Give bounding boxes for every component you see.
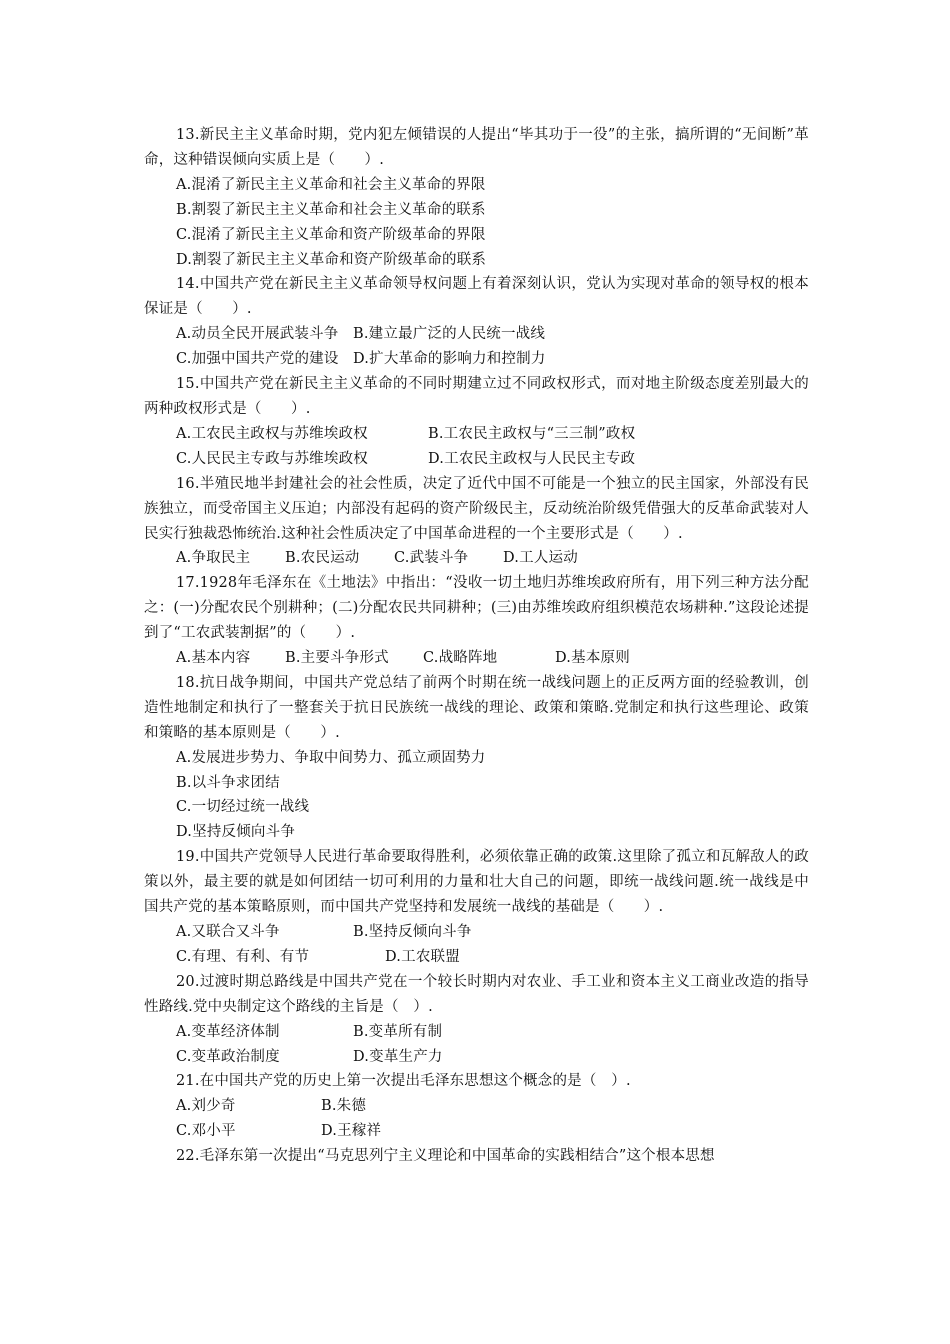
question-13-stem: 13.新民主主义革命时期，党内犯左倾错误的人提出“毕其功于一役”的主张，搞所谓的“无间断”革命，这种错误倾向实质上是（ ）. xyxy=(144,127,809,168)
question-14-option-c: C.加强中国共产党的建设 xyxy=(176,351,339,368)
question-15-option-a: A.工农民主政权与苏维埃政权 xyxy=(176,425,368,442)
question-21-options-row-1 xyxy=(144,1094,809,1119)
question-17-stem: 17.1928年毛泽东在《土地法》中指出：“没收一切土地归苏维埃政府所有，用下列三种方法分配之：(一)分配农民个别耕种；(二)分配农民共同耕种；(三)由苏维埃政府组织模范农场耕种.”这段论述提到了“工农武装割据”的（ ）. xyxy=(144,575,809,642)
question-17-option-c: C.战略阵地 xyxy=(423,650,498,667)
question-15-option-b: B.工农民主政权与“三三制”政权 xyxy=(428,425,636,442)
question-20-option-d: D.变革生产力 xyxy=(353,1048,443,1065)
question-19-options-row-1 xyxy=(144,920,809,945)
question-13-option-b: B.割裂了新民主主义革命和社会主义革命的联系 xyxy=(176,201,486,218)
question-17-option-d: D.基本原则 xyxy=(555,650,630,667)
question-19-stem: 19.中国共产党领导人民进行革命要取得胜利，必须依靠正确的政策.这里除了孤立和瓦解敌人的政策以外，最主要的就是如何团结一切可利用的力量和壮大自己的问题，即统一战线问题.统一战线是中国共产党的基本策略原则，而中国共产党坚持和发展统一战线的基础是（ ）. xyxy=(144,849,809,916)
question-19-option-a: A.又联合又斗争 xyxy=(176,924,280,940)
question-15-options-row-1 xyxy=(144,422,809,447)
question-20-options-row-1 xyxy=(144,1020,809,1045)
question-16-options-row xyxy=(144,546,809,571)
question-list xyxy=(144,123,809,1169)
question-21-stem: 21.在中国共产党的历史上第一次提出毛泽东思想这个概念的是（ ）. xyxy=(176,1073,631,1090)
question-19-option-b: B.坚持反倾向斗争 xyxy=(353,924,472,940)
question-17-option-b: B.主要斗争形式 xyxy=(285,650,389,667)
question-21-option-a: A.刘少奇 xyxy=(176,1098,236,1115)
question-21-option-d: D.王稼祥 xyxy=(321,1123,382,1140)
question-20-option-c: C.变革政治制度 xyxy=(176,1048,280,1065)
question-15-option-c: C.人民民主专政与苏维埃政权 xyxy=(176,450,368,467)
question-15-options-row-2 xyxy=(144,447,809,472)
question-13-option-c: C.混淆了新民主主义革命和资产阶级革命的界限 xyxy=(176,226,486,243)
question-20-options-row-2 xyxy=(144,1045,809,1070)
question-18-option-c: C.一切经过统一战线 xyxy=(176,799,310,816)
question-13-option-d: D.割裂了新民主主义革命和资产阶级革命的联系 xyxy=(176,251,487,268)
question-16-option-c: C.武装斗争 xyxy=(394,550,469,567)
question-18-option-d: D.坚持反倾向斗争 xyxy=(176,824,296,841)
question-20-option-b: B.变革所有制 xyxy=(353,1023,443,1040)
question-20-stem: 20.过渡时期总路线是中国共产党在一个较长时期内对农业、手工业和资本主义工商业改造的指导性路线.党中央制定这个路线的主旨是（ ）. xyxy=(144,973,809,1015)
question-16-stem: 16.半殖民地半封建社会的社会性质，决定了近代中国不可能是一个独立的民主国家，外部没有民族独立，而受帝国主义压迫；内部没有起码的资产阶级民主，反动统治阶级凭借强大的反革命武装对人民实行独裁恐怖统治.这种社会性质决定了中国革命进程的一个主要形式是（ ）. xyxy=(144,475,809,542)
question-16-option-d: D.工人运动 xyxy=(503,550,578,567)
question-14-option-b: B.建立最广泛的人民统一战线 xyxy=(353,326,546,343)
question-14-stem: 14.中国共产党在新民主主义革命领导权问题上有着深刻认识，党认为实现对革命的领导权的根本保证是（ ）. xyxy=(144,276,809,318)
question-18-option-b: B.以斗争求团结 xyxy=(176,774,280,791)
question-13-option-a: A.混淆了新民主主义革命和社会主义革命的界限 xyxy=(176,176,486,193)
question-21-options-row-2 xyxy=(144,1119,809,1144)
question-21-option-c: C.邓小平 xyxy=(176,1123,236,1140)
question-15-option-d: D.工农民主政权与人民民主专政 xyxy=(428,450,636,467)
question-14-option-d: D.扩大革命的影响力和控制力 xyxy=(353,351,546,368)
question-19-option-d: D.工农联盟 xyxy=(385,948,460,965)
question-18-stem: 18.抗日战争期间，中国共产党总结了前两个时期在统一战线问题上的正反两方面的经验教训，创造性地制定和执行了一整套关于抗日民族统一战线的理论、政策和策略.党制定和执行这些理论、政策和策略的基本原则是（ ）. xyxy=(144,674,809,741)
question-14-options-row-2 xyxy=(144,347,809,372)
question-19-options-row-2 xyxy=(144,945,809,970)
question-17-option-a: A.基本内容 xyxy=(176,650,251,667)
question-14-options-row-1 xyxy=(144,322,809,347)
question-16-option-a: A.争取民主 xyxy=(176,550,251,567)
question-19-option-c: C.有理、有利、有节 xyxy=(176,948,310,965)
question-20-option-a: A.变革经济体制 xyxy=(176,1023,280,1040)
question-16-option-b: B.农民运动 xyxy=(285,550,360,567)
question-22-stem: 22.毛泽东第一次提出“马克思列宁主义理论和中国革命的实践相结合”这个根本思想 xyxy=(176,1148,715,1165)
question-18-option-a: A.发展进步势力、争取中间势力、孤立顽固势力 xyxy=(176,749,486,766)
question-17-options-row xyxy=(144,646,809,671)
question-14-option-a: A.动员全民开展武装斗争 xyxy=(176,326,339,343)
question-15-stem: 15.中国共产党在新民主主义革命的不同时期建立过不同政权形式，而对地主阶级态度差别最大的两种政权形式是（ ）. xyxy=(144,376,809,417)
question-21-option-b: B.朱德 xyxy=(321,1098,367,1115)
